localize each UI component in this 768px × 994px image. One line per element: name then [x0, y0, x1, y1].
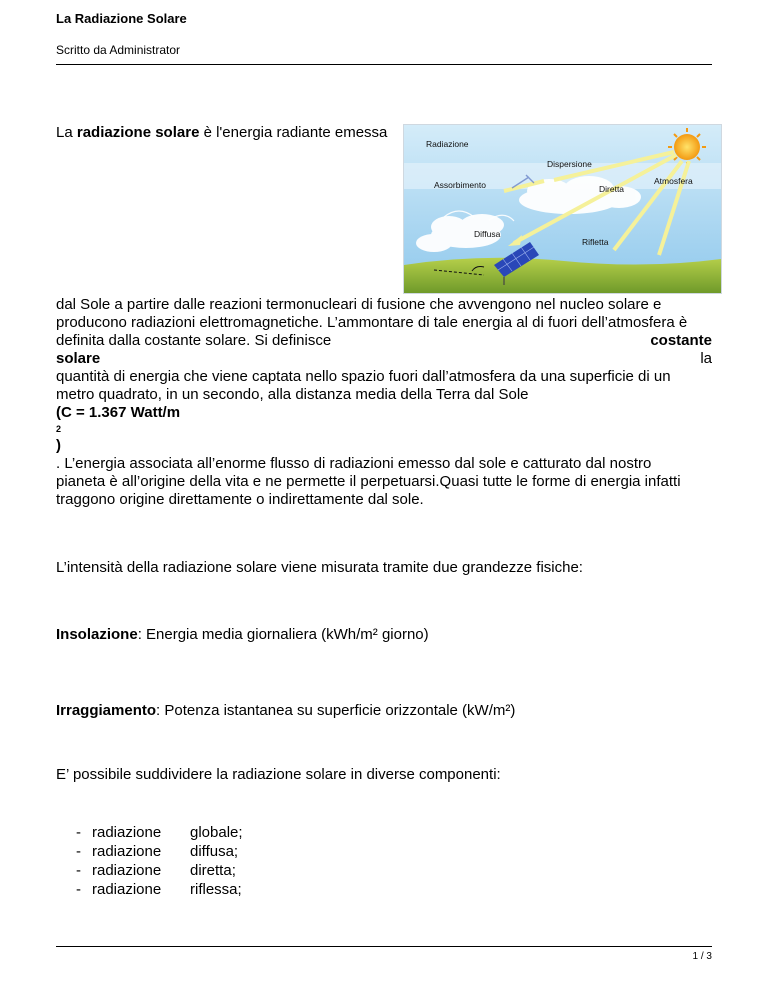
irraggiamento-label: Irraggiamento	[56, 702, 157, 719]
list-dash: -	[76, 881, 81, 898]
formula-line	[56, 404, 180, 421]
term-solare	[56, 350, 100, 367]
intro-line-7: metro quadrato, in un secondo, alla distanza media della Terra dal Sole	[56, 386, 529, 403]
list-dash: -	[76, 862, 81, 879]
header-divider	[56, 64, 712, 65]
intro-line-4: definita dalla costante solare. Si definisce	[56, 332, 332, 349]
paragraph-2-line-1: . L’energia associata all’enorme flusso di radiazioni emesso dal sole e catturato dal nostro	[56, 455, 652, 472]
list-word: radiazione	[92, 881, 162, 898]
label-diretta: Diretta	[599, 184, 625, 194]
formula-exponent	[56, 424, 61, 434]
paragraph-2-line-3: traggono origine direttamente o indirettamente dal sole.	[56, 491, 424, 508]
label-atmosfera: Atmosfera	[654, 176, 693, 186]
paragraph-2-line-2: pianeta è all’origine della vita e ne permette il perpetuarsi.Quasi tutte le forme di energia infatti	[56, 473, 681, 490]
term-costante	[650, 332, 712, 349]
insolazione-text: : Energia media giornaliera (kWh/m² giorno)	[137, 626, 429, 643]
list-dash: -	[76, 824, 81, 841]
close-paren: )	[56, 437, 61, 454]
page-number: 1 / 3	[692, 951, 712, 962]
intro-line-3: producono radiazioni elettromagnetiche. L’ammontare di tale energia al di fuori dell’atmosfera è	[56, 314, 688, 331]
author-line: Scritto da Administrator	[56, 43, 181, 57]
intro-text: La	[56, 124, 77, 141]
components-intro: E’ possibile suddividere la radiazione solare in diverse componenti:	[56, 766, 501, 783]
formula: (C = 1.367 Watt/m	[56, 404, 181, 421]
document-title: La Radiazione Solare	[56, 11, 187, 26]
intro-line-2: dal Sole a partire dalle reazioni termonucleari di fusione che avvengono nel nucleo solare e	[56, 296, 662, 313]
term-solare-text: solare	[56, 350, 101, 367]
intro-line-6: quantità di energia che viene captata nello spazio fuori dall’atmosfera da una superficie di un	[56, 368, 671, 385]
term-radiazione-solare: radiazione solare	[76, 124, 200, 141]
list-word: radiazione	[92, 843, 162, 860]
footer-divider	[56, 946, 712, 947]
list-dash: -	[76, 843, 81, 860]
sun-icon	[674, 134, 700, 160]
list-type: diretta;	[190, 862, 236, 879]
list-type: diffusa;	[190, 843, 239, 860]
measures-intro: L’intensità della radiazione solare viene misurata tramite due grandezze fisiche:	[56, 559, 583, 576]
exponent: 2	[56, 424, 62, 434]
label-assorbimento: Assorbimento	[434, 180, 486, 190]
intro-line-1	[56, 124, 387, 141]
label-riflessa: Rifletta	[582, 237, 609, 247]
formula-close	[56, 437, 61, 454]
label-dispersione: Dispersione	[547, 159, 592, 169]
intro-line-5-right: la	[700, 350, 712, 367]
label-radiazione: Radiazione	[426, 139, 469, 149]
insolazione-line	[56, 626, 429, 643]
intro-text: è l'energia radiante emessa	[199, 124, 388, 141]
irraggiamento-text: : Potenza istantanea su superficie orizzontale (kW/m²)	[156, 702, 516, 719]
solar-radiation-diagram	[403, 124, 722, 294]
term-costante-text: costante	[650, 332, 712, 349]
list-type: globale;	[190, 824, 243, 841]
list-type: riflessa;	[190, 881, 242, 898]
label-diffusa: Diffusa	[474, 229, 501, 239]
list-word: radiazione	[92, 824, 162, 841]
insolazione-label: Insolazione	[56, 626, 138, 643]
list-word: radiazione	[92, 862, 162, 879]
irraggiamento-line	[56, 702, 515, 719]
